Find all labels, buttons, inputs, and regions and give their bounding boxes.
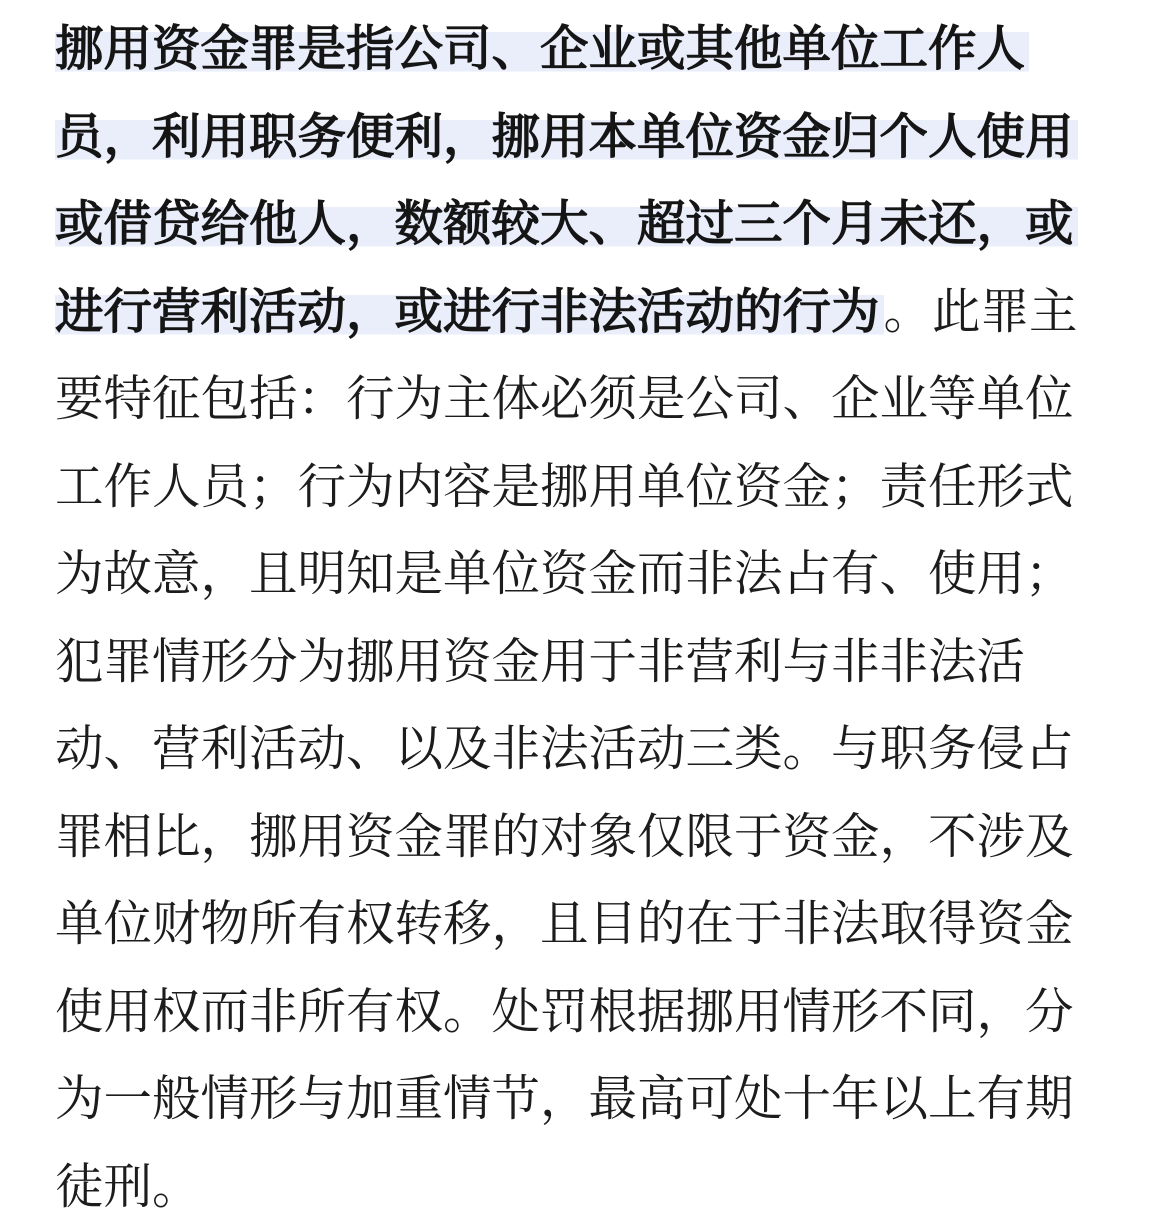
article-body	[55, 0, 1115, 1231]
body-text: 动、营利活动、以及非法活动三类。与职务侵占	[55, 721, 1074, 777]
text-line-10	[55, 794, 1115, 882]
body-text: 使用权而非所有权。处罚根据挪用情形不同，分	[55, 983, 1074, 1040]
body-text: 单位财物所有权转移，且目的在于非法取得资金	[55, 896, 1074, 952]
text-line-8	[55, 619, 1115, 707]
text-line-1	[55, 6, 1115, 94]
text-line-11	[55, 881, 1115, 969]
highlighted-definition: 或借贷给他人，数额较大、超过三个月未还，或	[55, 196, 1078, 252]
text-line-5	[55, 356, 1115, 444]
text-line-14	[55, 1144, 1115, 1232]
body-text: 罪相比，挪用资金罪的对象仅限于资金，不涉及	[55, 808, 1074, 865]
body-text: 为一般情形与加重情节，最高可处十年以上有期	[55, 1071, 1074, 1127]
text-line-13	[55, 1056, 1115, 1144]
text-line-7	[55, 531, 1115, 619]
highlighted-definition: 挪用资金罪是指公司、企业或其他单位工作人	[55, 21, 1029, 77]
text-line-3	[55, 181, 1115, 269]
highlighted-definition: 进行营利活动，或进行非法活动的行为	[55, 284, 884, 340]
text-line-12	[55, 969, 1115, 1057]
text-line-2	[55, 94, 1115, 182]
body-text: 工作人员；行为内容是挪用单位资金；责任形式	[55, 458, 1074, 515]
body-text: 犯罪情形分为挪用资金用于非营利与非非法活	[55, 633, 1026, 690]
text-line-9	[55, 706, 1115, 794]
body-text: 徒刑。	[55, 1158, 201, 1215]
body-text: 为故意，且明知是单位资金而非法占有、使用；	[55, 546, 1074, 602]
text-line-4	[55, 269, 1115, 357]
text-line-6	[55, 444, 1115, 532]
body-text: 。此罪主	[883, 283, 1078, 340]
highlighted-definition: 员，利用职务便利，挪用本单位资金归个人使用	[55, 109, 1078, 165]
body-text: 要特征包括：行为主体必须是公司、企业等单位	[55, 371, 1074, 427]
